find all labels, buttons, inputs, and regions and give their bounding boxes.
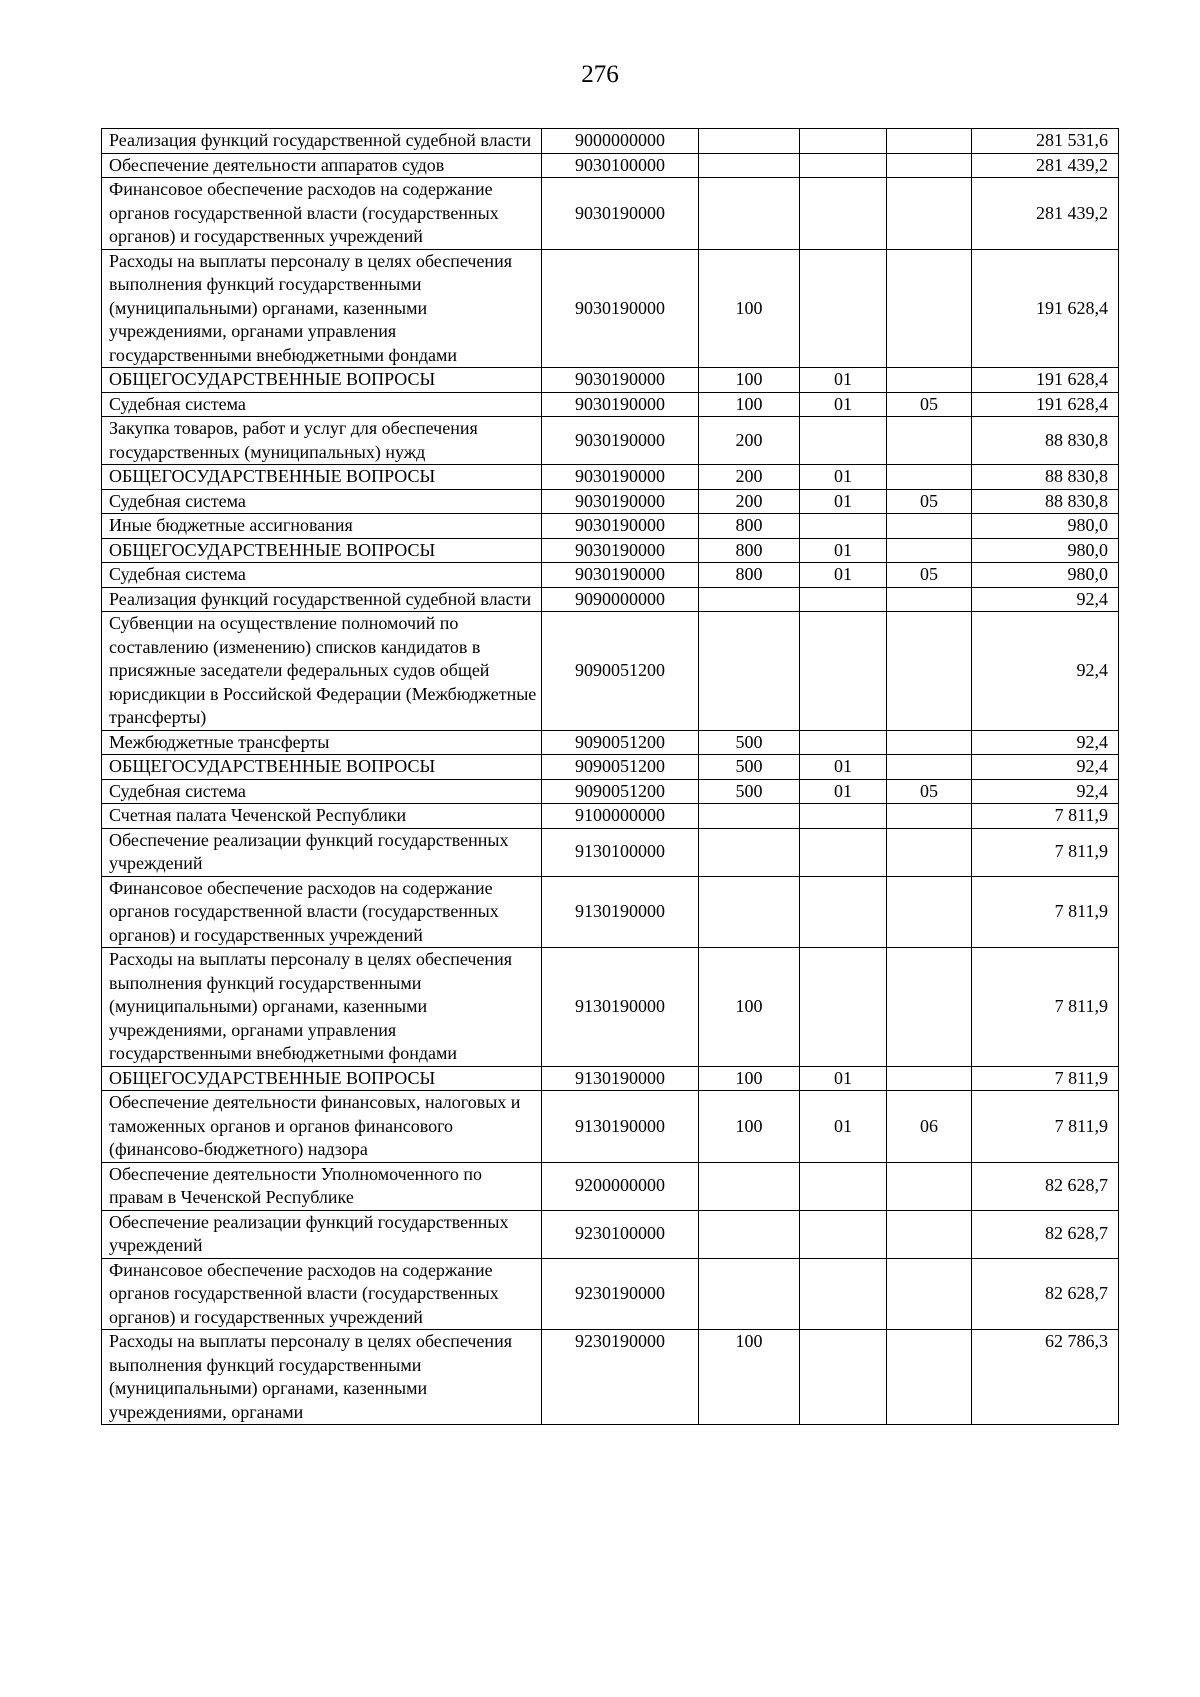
row-section [800,587,887,612]
row-name: Расходы на выплаты персоналу в целях обеспечения выполнения функций государственными (муниципальными) органами, казенными учреждениями, органами [102,1330,542,1425]
row-code: 9130190000 [542,876,699,948]
row-section: 01 [800,489,887,514]
row-expense-type: 500 [699,755,800,780]
row-name: Расходы на выплаты персоналу в целях обеспечения выполнения функций государственными (муниципальными) органами, казенными учреждениями, органами управления государственными внебюджетными фондами [102,249,542,368]
row-section: 01 [800,538,887,563]
row-subsection [887,948,972,1067]
row-name: Обеспечение деятельности финансовых, налоговых и таможенных органов и органов финансового (финансово-бюджетного) надзора [102,1091,542,1163]
row-section: 01 [800,465,887,490]
row-expense-type: 800 [699,563,800,588]
table-row [102,514,1119,539]
row-section: 01 [800,392,887,417]
row-section [800,876,887,948]
row-section [800,1210,887,1258]
row-name: Закупка товаров, работ и услуг для обеспечения государственных (муниципальных) нужд [102,417,542,465]
row-section [800,1162,887,1210]
row-subsection [887,804,972,829]
row-code: 9030190000 [542,514,699,539]
row-sum: 191 628,4 [972,249,1119,368]
row-expense-type [699,1210,800,1258]
row-section [800,178,887,250]
row-name: Обеспечение реализации функций государственных учреждений [102,1210,542,1258]
row-subsection [887,538,972,563]
row-expense-type [699,587,800,612]
row-expense-type: 100 [699,392,800,417]
row-section: 01 [800,1066,887,1091]
row-subsection [887,514,972,539]
row-code: 9090000000 [542,587,699,612]
row-name: Счетная палата Чеченской Республики [102,804,542,829]
row-code: 9130100000 [542,828,699,876]
row-name: Иные бюджетные ассигнования [102,514,542,539]
row-code: 9200000000 [542,1162,699,1210]
row-section [800,804,887,829]
row-subsection [887,249,972,368]
row-name: Судебная система [102,489,542,514]
row-expense-type: 200 [699,489,800,514]
row-subsection [887,612,972,731]
row-code: 9130190000 [542,1066,699,1091]
row-sum: 82 628,7 [972,1210,1119,1258]
row-expense-type [699,178,800,250]
row-code: 9030190000 [542,465,699,490]
row-section [800,1258,887,1330]
row-expense-type [699,804,800,829]
row-expense-type [699,1162,800,1210]
row-subsection: 06 [887,1091,972,1163]
table-row [102,948,1119,1067]
table-row [102,612,1119,731]
row-subsection [887,828,972,876]
row-sum: 88 830,8 [972,489,1119,514]
row-name: Расходы на выплаты персоналу в целях обеспечения выполнения функций государственными (муниципальными) органами, казенными учреждениями, органами управления государственными внебюджетными фондами [102,948,542,1067]
row-expense-type: 100 [699,1091,800,1163]
row-code: 9100000000 [542,804,699,829]
row-code: 9030190000 [542,392,699,417]
row-expense-type: 800 [699,538,800,563]
table-row [102,804,1119,829]
row-section [800,129,887,154]
row-subsection [887,587,972,612]
row-code: 9090051200 [542,730,699,755]
row-sum: 7 811,9 [972,948,1119,1067]
row-section: 01 [800,779,887,804]
row-section: 01 [800,563,887,588]
row-subsection [887,1162,972,1210]
row-code: 9030100000 [542,153,699,178]
row-code: 9090051200 [542,779,699,804]
row-subsection [887,465,972,490]
table-row [102,538,1119,563]
row-subsection [887,755,972,780]
row-expense-type [699,129,800,154]
row-sum: 191 628,4 [972,368,1119,393]
row-subsection [887,730,972,755]
row-name: Обеспечение реализации функций государственных учреждений [102,828,542,876]
row-code: 9030190000 [542,417,699,465]
row-sum: 82 628,7 [972,1258,1119,1330]
row-expense-type: 200 [699,465,800,490]
table-row [102,1330,1119,1425]
row-sum: 7 811,9 [972,828,1119,876]
row-subsection [887,876,972,948]
row-sum: 92,4 [972,587,1119,612]
row-expense-type: 100 [699,1066,800,1091]
budget-table [101,128,1119,1425]
row-code: 9030190000 [542,178,699,250]
row-code: 9030190000 [542,368,699,393]
row-name: ОБЩЕГОСУДАРСТВЕННЫЕ ВОПРОСЫ [102,465,542,490]
table-row [102,178,1119,250]
row-section [800,1330,887,1425]
row-sum: 980,0 [972,538,1119,563]
row-section [800,612,887,731]
row-sum: 281 439,2 [972,178,1119,250]
row-sum: 7 811,9 [972,876,1119,948]
table-row [102,730,1119,755]
row-name: Финансовое обеспечение расходов на содержание органов государственной власти (государственных органов) и государственных учреждений [102,178,542,250]
row-section: 01 [800,368,887,393]
row-subsection: 05 [887,563,972,588]
row-expense-type [699,153,800,178]
row-subsection [887,1258,972,1330]
table-row [102,828,1119,876]
table-row [102,129,1119,154]
row-expense-type: 100 [699,948,800,1067]
row-sum: 88 830,8 [972,417,1119,465]
row-expense-type: 100 [699,249,800,368]
row-expense-type: 100 [699,368,800,393]
row-subsection [887,153,972,178]
row-sum: 92,4 [972,612,1119,731]
row-section: 01 [800,1091,887,1163]
table-row [102,417,1119,465]
row-name: ОБЩЕГОСУДАРСТВЕННЫЕ ВОПРОСЫ [102,538,542,563]
table-row [102,876,1119,948]
row-subsection: 05 [887,392,972,417]
row-section [800,417,887,465]
row-sum: 281 439,2 [972,153,1119,178]
row-name: Судебная система [102,563,542,588]
table-row [102,1162,1119,1210]
row-expense-type: 100 [699,1330,800,1425]
row-code: 9230190000 [542,1330,699,1425]
row-code: 9000000000 [542,129,699,154]
row-code: 9090051200 [542,755,699,780]
row-name: Субвенции на осуществление полномочий по составлению (изменению) списков кандидатов в присяжные заседатели федеральных судов общей юрисдикции в Российской Федерации (Межбюджетные трансферты) [102,612,542,731]
row-code: 9130190000 [542,948,699,1067]
table-row [102,755,1119,780]
row-sum: 88 830,8 [972,465,1119,490]
row-name: Межбюджетные трансферты [102,730,542,755]
table-row [102,465,1119,490]
row-code: 9030190000 [542,563,699,588]
row-name: Финансовое обеспечение расходов на содержание органов государственной власти (государственных органов) и государственных учреждений [102,1258,542,1330]
row-section [800,730,887,755]
row-name: Судебная система [102,392,542,417]
table-row [102,1091,1119,1163]
row-expense-type: 200 [699,417,800,465]
table-row [102,779,1119,804]
row-section [800,249,887,368]
row-sum: 980,0 [972,563,1119,588]
row-expense-type [699,876,800,948]
row-name: Судебная система [102,779,542,804]
row-expense-type [699,612,800,731]
row-code: 9030190000 [542,489,699,514]
row-code: 9090051200 [542,612,699,731]
row-code: 9230190000 [542,1258,699,1330]
table-row [102,1258,1119,1330]
table-row [102,1210,1119,1258]
row-expense-type: 500 [699,730,800,755]
row-code: 9130190000 [542,1091,699,1163]
row-subsection [887,129,972,154]
table-row [102,563,1119,588]
row-code: 9030190000 [542,538,699,563]
row-subsection [887,368,972,393]
table-row [102,587,1119,612]
row-name: Обеспечение деятельности Уполномоченного по правам в Чеченской Республике [102,1162,542,1210]
row-subsection [887,417,972,465]
row-sum: 7 811,9 [972,1091,1119,1163]
table-row [102,1066,1119,1091]
row-sum: 92,4 [972,730,1119,755]
row-expense-type: 500 [699,779,800,804]
row-name: Реализация функций государственной судебной власти [102,129,542,154]
row-expense-type: 800 [699,514,800,539]
row-code: 9030190000 [542,249,699,368]
row-sum: 82 628,7 [972,1162,1119,1210]
table-row [102,392,1119,417]
row-sum: 191 628,4 [972,392,1119,417]
row-subsection [887,1210,972,1258]
row-sum: 7 811,9 [972,1066,1119,1091]
row-sum: 7 811,9 [972,804,1119,829]
row-sum: 92,4 [972,779,1119,804]
table-row [102,249,1119,368]
row-section [800,153,887,178]
row-sum: 980,0 [972,514,1119,539]
row-expense-type [699,1258,800,1330]
row-subsection: 05 [887,489,972,514]
row-section [800,514,887,539]
row-subsection [887,1066,972,1091]
row-name: Обеспечение деятельности аппаратов судов [102,153,542,178]
row-subsection [887,178,972,250]
row-section: 01 [800,755,887,780]
row-expense-type [699,828,800,876]
row-name: ОБЩЕГОСУДАРСТВЕННЫЕ ВОПРОСЫ [102,368,542,393]
row-name: Финансовое обеспечение расходов на содержание органов государственной власти (государственных органов) и государственных учреждений [102,876,542,948]
row-name: ОБЩЕГОСУДАРСТВЕННЫЕ ВОПРОСЫ [102,755,542,780]
row-name: ОБЩЕГОСУДАРСТВЕННЫЕ ВОПРОСЫ [102,1066,542,1091]
row-sum: 281 531,6 [972,129,1119,154]
row-subsection: 05 [887,779,972,804]
table-body [102,129,1119,1425]
row-section [800,948,887,1067]
page-number: 276 [581,61,619,88]
row-subsection [887,1330,972,1425]
row-code: 9230100000 [542,1210,699,1258]
row-section [800,828,887,876]
table-row [102,153,1119,178]
row-name: Реализация функций государственной судебной власти [102,587,542,612]
row-sum: 62 786,3 [972,1330,1119,1425]
table-row [102,368,1119,393]
table-row [102,489,1119,514]
row-sum: 92,4 [972,755,1119,780]
